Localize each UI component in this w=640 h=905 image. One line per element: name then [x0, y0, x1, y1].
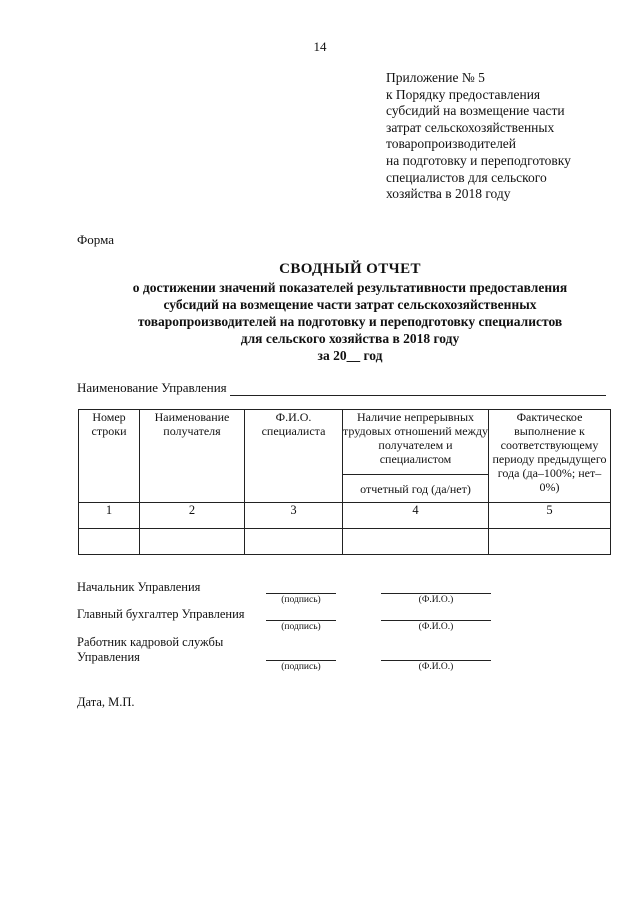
form-label: Форма	[77, 232, 114, 247]
hr-name-line[interactable]	[381, 660, 491, 661]
report-subtitle-line: субсидий на возмещение части затрат сельскохозяйственных	[163, 297, 537, 312]
appendix-line: специалистов для сельского	[386, 169, 547, 185]
head-signature-caption: (подпись)	[281, 595, 321, 605]
report-subtitle-line: о достижении значений показателей результативности предоставления	[132, 280, 568, 295]
report-period: за 20__ год	[317, 348, 383, 363]
accountant-name-caption: (Ф.И.О.)	[418, 622, 454, 632]
column-number-cell: 2	[140, 503, 245, 529]
header-employment-relations: Наличие непрерывных трудовых отношений между получателем и специалистом	[343, 410, 489, 475]
header-reporting-year: отчетный год (да/нет)	[343, 475, 489, 503]
organization-name-field[interactable]	[230, 383, 606, 396]
organization-name-row	[77, 380, 606, 396]
appendix-line: субсидий на возмещение части	[386, 103, 565, 119]
head-name-line[interactable]	[381, 593, 491, 594]
table-cell[interactable]	[489, 529, 611, 555]
header-specialist-name: Ф.И.О. специалиста	[245, 410, 343, 503]
date-stamp-label: Дата, М.П.	[77, 695, 135, 709]
head-signature-line[interactable]	[266, 593, 336, 594]
accountant-name-line[interactable]	[381, 620, 491, 621]
head-name-caption: (Ф.И.О.)	[418, 595, 454, 605]
column-number-cell: 5	[489, 503, 611, 529]
appendix-line: хозяйства в 2018 году	[386, 186, 511, 202]
hr-signature-line[interactable]	[266, 660, 336, 661]
table-cell[interactable]	[245, 529, 343, 555]
appendix-line: товаропроизводителей	[386, 136, 517, 152]
accountant-label: Главный бухгалтер Управления	[77, 607, 245, 621]
organization-label: Наименование Управления	[77, 380, 227, 395]
report-subtitle-line: товаропроизводителей на подготовку и переподготовку специалистов	[137, 314, 563, 329]
appendix-line: Приложение № 5	[386, 70, 485, 85]
header-actual-fulfillment: Фактическое выполнение к соответствующему периоду предыдущего года (да–100%; нет–0%)	[489, 410, 611, 503]
table-cell[interactable]	[79, 529, 140, 555]
hr-name-caption: (Ф.И.О.)	[418, 662, 454, 672]
report-title: СВОДНЫЙ ОТЧЕТ	[279, 261, 421, 277]
hr-label	[77, 635, 223, 665]
table-row	[79, 529, 611, 555]
hr-label-line: Управления	[77, 650, 140, 664]
table-header-row	[79, 410, 611, 475]
report-title-block	[60, 261, 640, 364]
hr-label-line: Работник кадровой службы	[77, 635, 224, 649]
column-number-cell: 3	[245, 503, 343, 529]
appendix-line: на подготовку и переподготовку	[386, 152, 571, 168]
column-number-cell: 4	[343, 503, 489, 529]
table-number-row	[79, 503, 611, 529]
report-table	[78, 409, 611, 555]
report-subtitle-line: для сельского хозяйства в 2018 году	[240, 331, 460, 346]
hr-signature-caption: (подпись)	[281, 662, 321, 672]
header-recipient-name: Наименование получателя	[140, 410, 245, 503]
appendix-block	[386, 70, 571, 203]
page-number: 14	[313, 39, 327, 54]
appendix-line: к Порядку предоставления	[386, 86, 541, 102]
table-cell[interactable]	[343, 529, 489, 555]
column-number-cell: 1	[79, 503, 140, 529]
header-row-number: Номер строки	[79, 410, 140, 503]
table-cell[interactable]	[140, 529, 245, 555]
head-label: Начальник Управления	[77, 580, 201, 594]
appendix-line: затрат сельскохозяйственных	[386, 119, 555, 135]
accountant-signature-caption: (подпись)	[281, 622, 321, 632]
accountant-signature-line[interactable]	[266, 620, 336, 621]
